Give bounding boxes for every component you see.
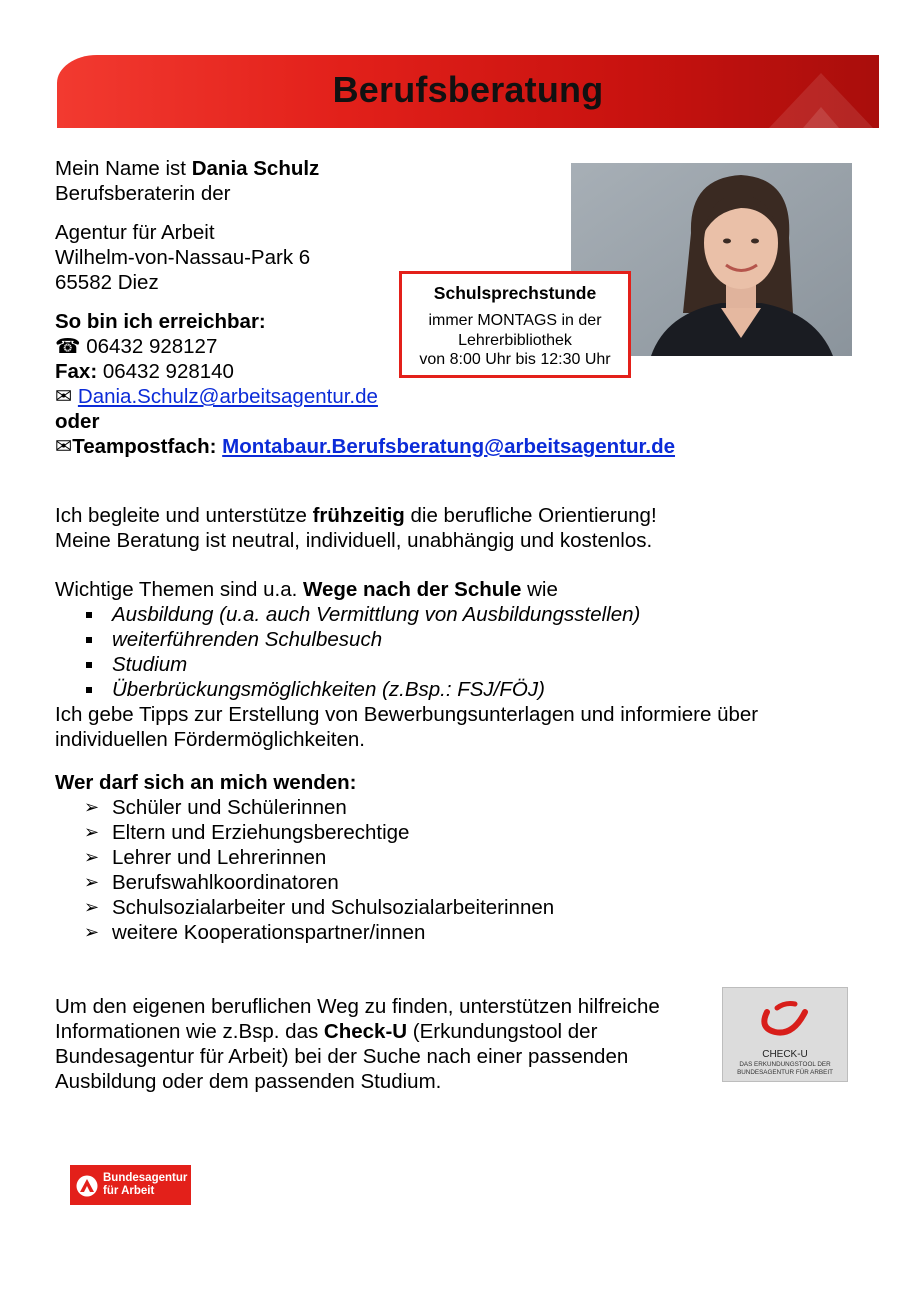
arrow-bullet-icon: ➢ bbox=[84, 872, 100, 892]
org-street: Wilhelm-von-Nassau-Park 6 bbox=[55, 246, 311, 269]
audience-list bbox=[55, 795, 554, 945]
mail-icon: ✉ bbox=[55, 385, 73, 408]
team-mailbox-line bbox=[55, 434, 675, 459]
ba-logo-line-1: Bundesagentur bbox=[103, 1172, 188, 1184]
checku-logo-name: CHECK-U bbox=[762, 1049, 808, 1060]
checku-line-3: Bundesagentur für Arbeit) bei der Suche nach einer passenden bbox=[55, 1045, 629, 1068]
arrow-bullet-icon: ➢ bbox=[84, 897, 100, 917]
oder-text: oder bbox=[55, 410, 100, 433]
checku-line-4: Ausbildung oder dem passenden Studium. bbox=[55, 1070, 442, 1093]
list-item: ➢ Berufswahlkoordinatoren bbox=[84, 871, 339, 894]
intro-role: Berufsberaterin der bbox=[55, 182, 231, 205]
fax-label: Fax: bbox=[55, 360, 98, 383]
email-line bbox=[55, 384, 378, 409]
office-hours-line-2: Lehrerbibliothek bbox=[458, 331, 572, 349]
list-item: ➢ Lehrer und Lehrerinnen bbox=[84, 846, 327, 869]
arrow-bullet-icon: ➢ bbox=[84, 797, 100, 817]
list-item: weiterführenden Schulbesuch bbox=[55, 627, 640, 652]
audience-heading: Wer darf sich an mich wenden: bbox=[55, 771, 357, 794]
list-item: Studium bbox=[55, 652, 640, 677]
ba-logo-line-2: für Arbeit bbox=[103, 1185, 155, 1197]
ba-logo-icon bbox=[76, 1175, 98, 1197]
fax-line bbox=[55, 359, 234, 384]
tips-line-2: individuellen Fördermöglichkeiten. bbox=[55, 728, 365, 751]
tips-line-1: Ich gebe Tipps zur Erstellung von Bewerbungsunterlagen und informiere über bbox=[55, 703, 759, 726]
mail-icon: ✉ bbox=[55, 435, 73, 458]
org-name: Agentur für Arbeit bbox=[55, 221, 215, 244]
list-item: ➢ Schüler und Schülerinnen bbox=[84, 796, 347, 819]
header-banner bbox=[57, 55, 879, 128]
ba-footer-logo bbox=[70, 1165, 191, 1205]
arrow-bullet-icon: ➢ bbox=[84, 922, 100, 942]
intro-name-line: Mein Name ist Dania Schulz bbox=[55, 157, 320, 180]
contact-heading: So bin ich erreichbar: bbox=[55, 310, 266, 333]
office-hours-title: Schulsprechstunde bbox=[433, 283, 597, 303]
phone-icon: ☎ bbox=[55, 335, 81, 358]
phone-line bbox=[55, 334, 217, 359]
fax-number: 06432 928140 bbox=[97, 360, 234, 383]
checku-line-2: Informationen wie z.Bsp. das Check-U (Erkundungstool der bbox=[55, 1020, 598, 1043]
list-item: Ausbildung (u.a. auch Vermittlung von Ausbildungsstellen) bbox=[55, 602, 640, 627]
team-mailbox-label: Teampostfach: bbox=[72, 435, 223, 458]
topics-intro: Wichtige Themen sind u.a. Wege nach der Schule wie bbox=[55, 578, 558, 601]
list-item: ➢ weitere Kooperationspartner/innen bbox=[84, 921, 426, 944]
list-item: Überbrückungsmöglichkeiten (z.Bsp.: FSJ/FÖJ) bbox=[55, 677, 640, 702]
topics-list bbox=[55, 602, 640, 702]
office-hours-line-3: von 8:00 Uhr bis 12:30 Uhr bbox=[419, 351, 611, 368]
checku-swoosh-icon bbox=[755, 998, 815, 1042]
checku-line-1: Um den eigenen beruflichen Weg zu finden, unterstützen hilfreiche bbox=[55, 995, 660, 1018]
phone-number: 06432 928127 bbox=[80, 335, 218, 358]
office-hours-line-1: immer MONTAGS in der bbox=[428, 312, 602, 329]
checku-logo-sub-2: BUNDESAGENTUR FÜR ARBEIT bbox=[737, 1069, 833, 1076]
orientation-line-2: Meine Beratung ist neutral, individuell, unabhängig und kostenlos. bbox=[55, 529, 653, 552]
email-link[interactable]: Dania.Schulz@arbeitsagentur.de bbox=[77, 385, 378, 408]
arrow-bullet-icon: ➢ bbox=[84, 847, 100, 867]
arrow-bullet-icon: ➢ bbox=[84, 822, 100, 842]
advisor-name: Dania Schulz bbox=[191, 157, 320, 180]
list-item: ➢ Eltern und Erziehungsberechtige bbox=[84, 821, 410, 844]
checku-logo-sub-1: DAS ERKUNDUNGSTOOL DER bbox=[739, 1061, 831, 1068]
page-title: Berufsberatung bbox=[332, 69, 604, 110]
list-item: ➢ Schulsozialarbeiter und Schulsozialarbeiterinnen bbox=[84, 896, 555, 919]
team-email-link[interactable]: Montabaur.Berufsberatung@arbeitsagentur.de bbox=[222, 435, 676, 458]
org-city: 65582 Diez bbox=[55, 271, 159, 294]
checku-logo bbox=[722, 987, 848, 1082]
school-office-hours-box bbox=[399, 271, 631, 378]
orientation-line-1: Ich begleite und unterstütze frühzeitig die berufliche Orientierung! bbox=[55, 504, 657, 527]
